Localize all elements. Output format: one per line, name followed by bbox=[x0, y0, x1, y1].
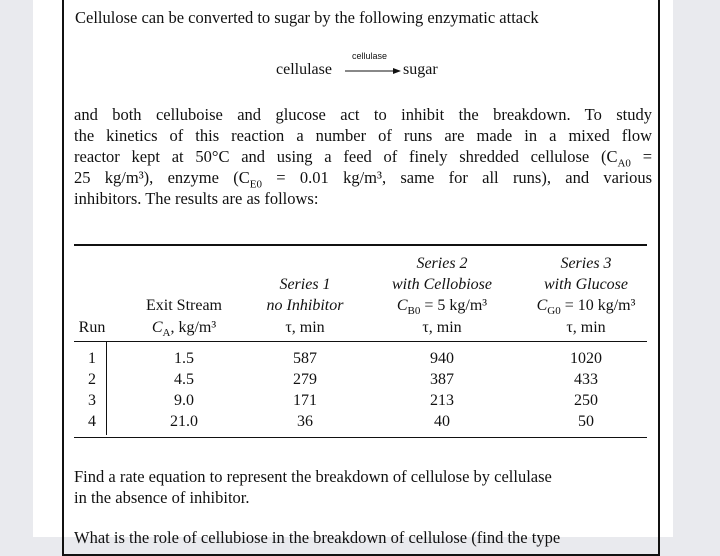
table-row-3-s2: 213 bbox=[430, 392, 454, 409]
table-row-2-ca: 4.5 bbox=[174, 371, 194, 388]
table-top-rule bbox=[74, 244, 647, 246]
table-row-2-s3: 433 bbox=[574, 371, 598, 388]
header-exit-line2: $C_A$, kg/m³ bbox=[151, 319, 217, 340]
table-row-3-ca: 9.0 bbox=[174, 392, 194, 409]
description-paragraph bbox=[74, 104, 652, 209]
para-line-5: inhibitors. The results are as follows: bbox=[74, 189, 319, 208]
table-row-4-ca: 21.0 bbox=[170, 413, 198, 430]
table-row-1-s1: 587 bbox=[293, 350, 317, 367]
header-series1-line1: Series 1 bbox=[279, 276, 331, 293]
reaction-equation bbox=[0, 51, 720, 85]
table-row-4-s2: 40 bbox=[434, 413, 450, 430]
header-series3-line1: Series 3 bbox=[560, 255, 612, 272]
para-line-1: and both celluboise and glucose act to inhibit the breakdown. To study bbox=[74, 105, 652, 124]
reaction-product: sugar bbox=[403, 61, 438, 78]
table-row-3-s1: 171 bbox=[293, 392, 317, 409]
table-row-1-s3: 1020 bbox=[570, 350, 602, 367]
para-line-3: reactor kept at 50°C and using a feed of finely shredded cellulose ($C_{A0}$ = bbox=[74, 147, 652, 170]
table-row-3-s3: 250 bbox=[574, 392, 598, 409]
cut-off-line: What is the role of cellubiose in the breakdown of cellulose (find the type bbox=[74, 528, 561, 547]
header-series1-line3: τ, min bbox=[285, 319, 325, 336]
header-series3-line2: with Glucose bbox=[544, 276, 628, 293]
header-run: Run bbox=[78, 319, 106, 336]
table-header-rule bbox=[74, 341, 647, 342]
reaction-catalyst: cellulase bbox=[352, 51, 388, 61]
header-series2-line3: $C_{B0} = 5$ kg/m³ bbox=[396, 297, 488, 318]
table-row-4-run: 4 bbox=[88, 413, 96, 430]
table-row-1-ca: 1.5 bbox=[174, 350, 194, 367]
intro-line: Cellulose can be converted to sugar by the following enzymatic attack bbox=[75, 8, 539, 27]
header-series2-line1: Series 2 bbox=[416, 255, 468, 272]
table-row-1-s2: 940 bbox=[430, 350, 454, 367]
header-series2-line2: with Cellobiose bbox=[392, 276, 492, 293]
table-row-3-run: 3 bbox=[88, 392, 96, 409]
header-series3-line4: τ, min bbox=[566, 319, 606, 336]
reaction-arrow-icon bbox=[0, 55, 720, 85]
table-row-2-s2: 387 bbox=[430, 371, 454, 388]
question-line-2: in the absence of inhibitor. bbox=[74, 488, 250, 507]
table-row-2-run: 2 bbox=[88, 371, 96, 388]
table-row-4-s3: 50 bbox=[578, 413, 594, 430]
header-exit-line1: Exit Stream bbox=[146, 297, 222, 314]
para-line-4: 25 kg/m³), enzyme ($C_{E0} = 0.01$ kg/m³, same for all runs), and various bbox=[74, 168, 652, 191]
reaction-reactant: cellulase bbox=[276, 61, 332, 78]
table-row-4-s1: 36 bbox=[297, 413, 313, 430]
table-row-1-run: 1 bbox=[88, 350, 96, 367]
header-series2-line4: τ, min bbox=[422, 319, 462, 336]
header-series3-line3: $C_{G0} = 10$ kg/m³ bbox=[536, 297, 636, 318]
table-bottom-rule bbox=[74, 437, 647, 438]
table-row-2-s1: 279 bbox=[293, 371, 317, 388]
header-series1-line2: no Inhibitor bbox=[266, 297, 344, 314]
para-line-2: the kinetics of this reaction a number of runs are made in a mixed flow bbox=[74, 126, 652, 145]
question-line-1: Find a rate equation to represent the breakdown of cellulose by cellulase bbox=[74, 467, 552, 486]
